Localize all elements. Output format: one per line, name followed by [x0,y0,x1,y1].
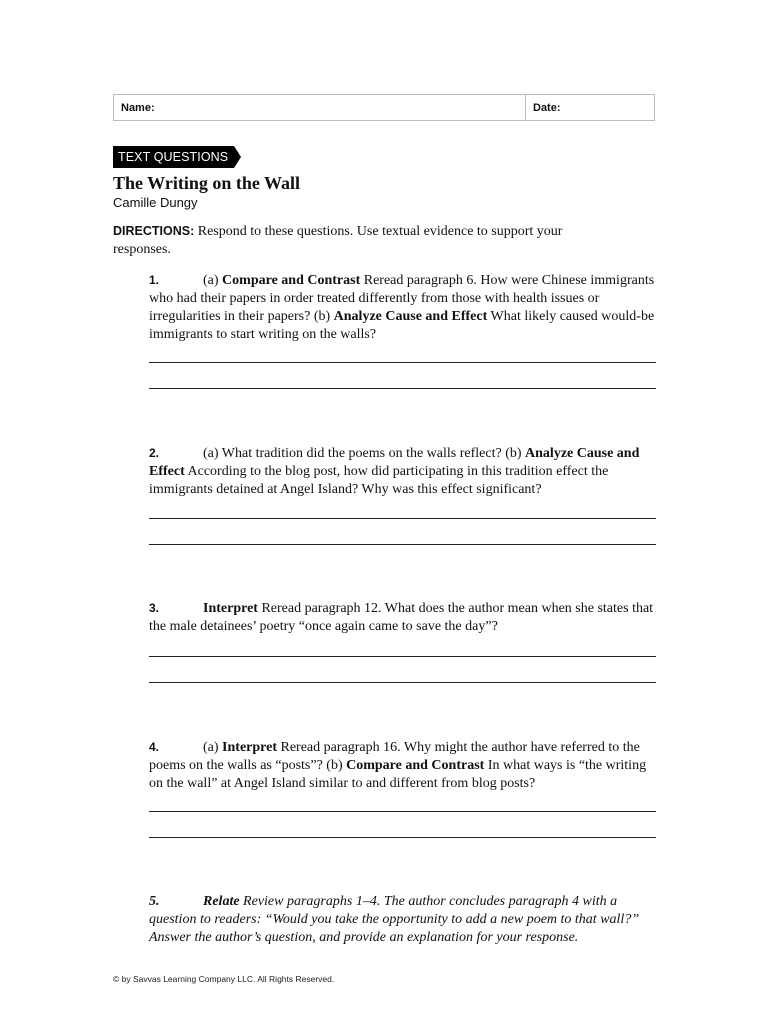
answer-line[interactable] [149,656,656,657]
question-skill-label: Interpret [203,601,258,616]
answer-line[interactable] [149,544,656,545]
question-text [149,894,639,945]
question-text-run: (a) [203,740,223,755]
name-label: Name: [121,102,155,114]
question-text-run: (a) What tradition did the poems on the walls reflect? (b) [203,446,526,461]
question-text-run: In what ways is “the writing on the wall” at Angel Island similar to and different from blog posts? [149,758,647,791]
question-number: 3. [149,601,160,615]
date-field[interactable] [526,95,654,120]
question-text [149,273,654,342]
question-5 [149,893,656,947]
answer-line[interactable] [149,362,656,363]
question-number: 4. [149,740,160,754]
question-text-run: Reread paragraph 16. Why might the author have referred to the poems on the walls as “posts”? (b) [149,740,640,773]
date-label: Date: [533,102,561,114]
question-text-run: Reread paragraph 6. How were Chinese immigrants who had their papers in order treated differently from those with health issues or irregularities in their papers? (b) [149,273,655,324]
question-number: 2. [149,446,160,460]
directions [113,222,613,259]
name-field[interactable] [114,95,526,120]
question-4 [149,738,656,793]
answer-line[interactable] [149,682,656,683]
question-number: 1. [149,273,160,287]
author-name: Camille Dungy [113,195,198,210]
question-text [149,446,639,497]
section-tag-label: TEXT QUESTIONS [113,146,234,168]
question-text-run: Reread paragraph 12. What does the author mean when she states that the male detainees’ poetry “once again came to save the day”? [149,601,654,634]
page-title: The Writing on the Wall [113,173,301,193]
answer-line[interactable] [149,518,656,519]
question-1 [149,271,656,344]
tag-arrow-icon [234,146,241,168]
question-number: 5. [149,894,160,909]
question-text [149,740,646,791]
question-3 [149,599,656,636]
question-text [149,601,653,634]
copyright-footer: © by Savvas Learning Company LLC. All Rights Reserved. [113,974,335,984]
question-text-run: What likely caused would-be immigrants to start writing on the walls? [149,309,655,342]
question-skill-label: Interpret [222,740,277,755]
directions-label: DIRECTIONS: [113,224,195,238]
question-2 [149,444,656,499]
question-text-run: According to the blog post, how did participating in this tradition effect the immigrants detained at Angel Island? Why was this effect significant? [149,464,609,497]
question-skill-label: Compare and Contrast [346,758,485,773]
answer-line[interactable] [149,388,656,389]
section-tag [113,146,241,168]
answer-line[interactable] [149,811,656,812]
question-skill-label: Analyze Cause and Effect [149,446,640,479]
name-date-header [113,94,655,121]
question-text-run: (a) [203,273,223,288]
question-skill-label: Relate [203,894,240,909]
directions-text: Respond to these questions. Use textual evidence to support your responses. [113,224,563,257]
question-skill-label: Analyze Cause and Effect [333,309,488,324]
question-skill-label: Compare and Contrast [222,273,361,288]
answer-line[interactable] [149,837,656,838]
question-text-run: Review paragraphs 1–4. The author concludes paragraph 4 with a question to readers: “Would you take the opportunity to add a new poem to that wall?” Answer the author’s question, and provide an explanation for your response. [149,894,640,945]
